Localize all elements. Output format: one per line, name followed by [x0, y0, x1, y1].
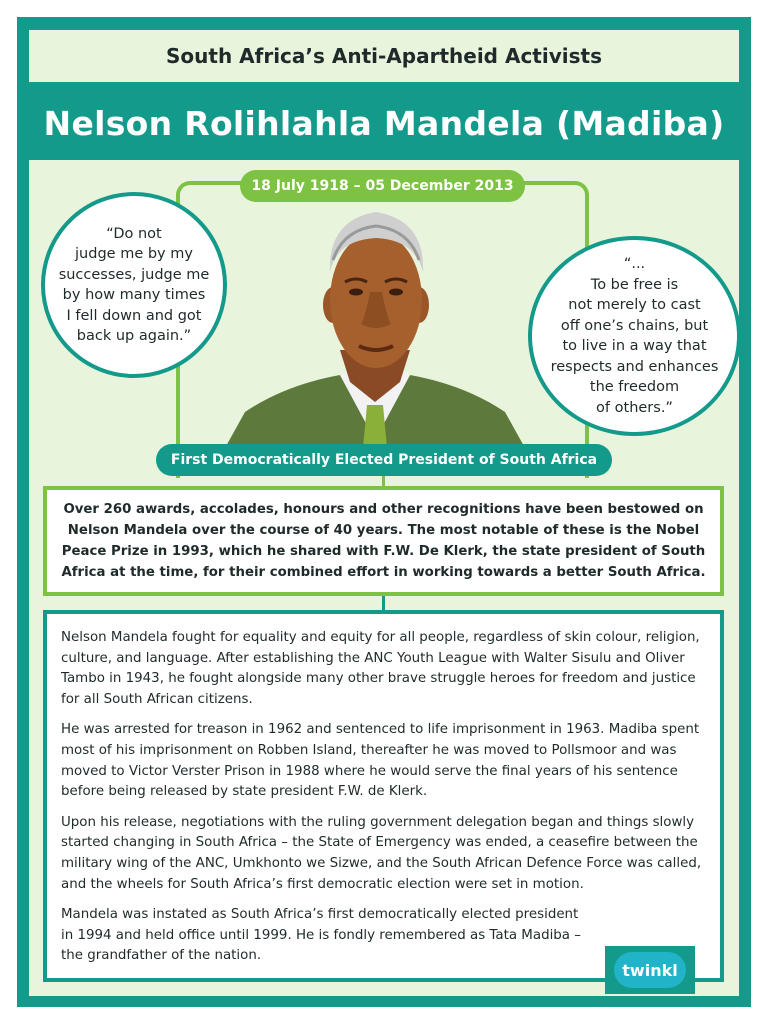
quote-line: I fell down and got: [66, 307, 202, 324]
connector-line: [382, 596, 385, 610]
bio-paragraph: Upon his release, negotiations with the ruling government delegation began and things slowly started changing in South Africa – the State of Emergency was ended, a ceasefire between the military wing of the ANC, Umkhonto we Sizwe, and the South African Defence Force was called, and the wheels for South Africa’s first democratic election were set in motion.: [61, 814, 702, 892]
life-dates: 18 July 1918 – 05 December 2013: [240, 170, 525, 202]
quote-line: to live in a way that: [562, 338, 707, 354]
quote-line: off one’s chains, but: [560, 317, 709, 334]
awards-text: Over 260 awards, accolades, honours and other recognitions have been bestowed on Nelson Mandela over the course of 40 years. The most notable of these is the Nobel Peace Prize in 1993, which he shared with F.W. De Klerk, the state president of South Africa at the time, for their combined effort in working towards a better South Africa.: [61, 502, 706, 580]
quote-line: successes, judge me: [58, 266, 210, 283]
twinkl-logo-badge: twinkl: [614, 952, 686, 988]
subtitle-banner: South Africa’s Anti-Apartheid Activists: [29, 30, 739, 82]
quote-right: [528, 236, 741, 436]
role-banner: First Democratically Elected President of South Africa: [156, 444, 612, 476]
quote-left: [41, 192, 227, 378]
mandela-portrait: [225, 200, 525, 448]
quote-line: of others.”: [596, 399, 673, 416]
quote-line: judge me by my: [75, 246, 193, 262]
quote-line: the freedom: [589, 379, 680, 395]
quote-line: not merely to cast: [568, 297, 701, 313]
quote-line: by how many times: [62, 287, 206, 303]
quote-line: respects and enhances: [550, 358, 719, 375]
quote-line: To be free is: [590, 276, 679, 293]
bio-paragraph: Mandela was instated as South Africa’s first democratically elected president in 1994 and held office until 1999. He is fondly remembered as Tata Madiba – the grandfather of the nation.: [61, 907, 581, 964]
bio-paragraph: He was arrested for treason in 1962 and sentenced to life imprisonment in 1963. Madiba spent most of his imprisonment on Robben Island, thereafter he was moved to Pollsmoor and was moved to Victor Verster Prison in 1988 where he would serve the final years of his sentence before being released by state president F.W. de Klerk.: [61, 722, 700, 800]
twinkl-logo: [605, 946, 695, 994]
quote-line: back up again.”: [76, 328, 192, 344]
connector-line: [382, 476, 385, 486]
quote-line: “Do not: [106, 225, 162, 242]
quote-line: “...: [623, 256, 646, 272]
page-title: Nelson Rolihlahla Mandela (Madiba): [43, 103, 725, 143]
awards-box: [43, 486, 724, 596]
biography: [43, 610, 724, 982]
bio-paragraph: Nelson Mandela fought for equality and equity for all people, regardless of skin colour, religion, culture, and language. After establishing the ANC Youth League with Walter Sisulu and Oliver Tambo in 1943, he fought alongside many other brave struggle heroes for freedom and justice for all South African citizens.: [61, 630, 700, 707]
